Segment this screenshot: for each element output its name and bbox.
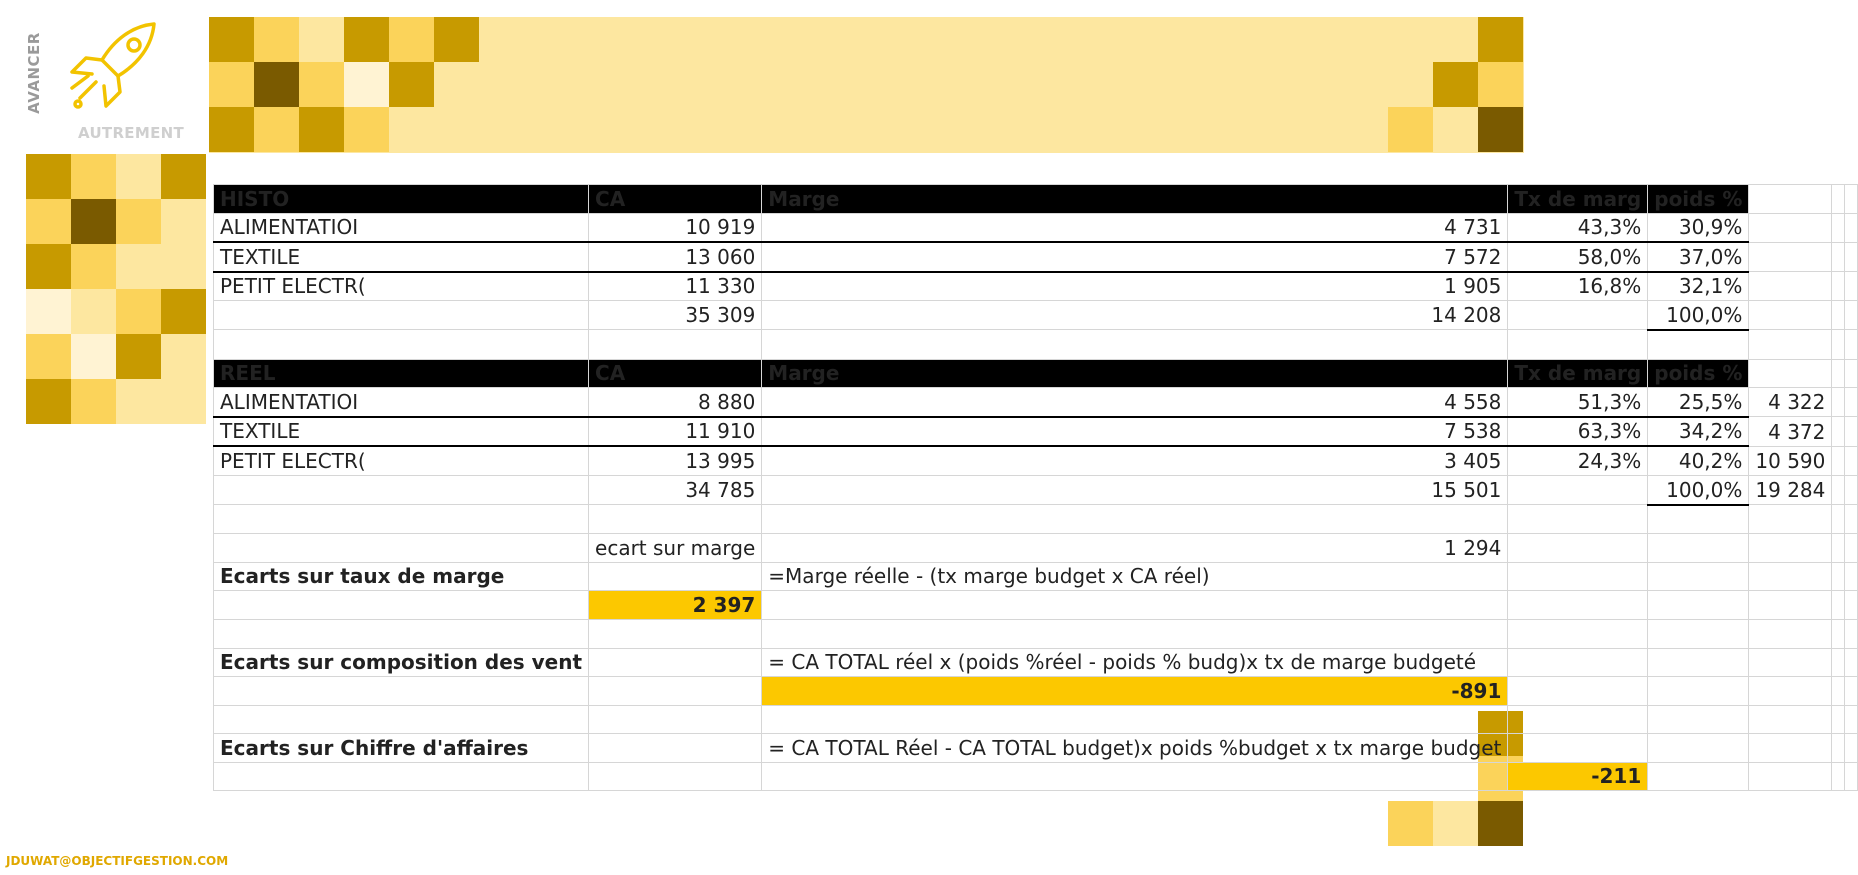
deco-square: [1478, 801, 1523, 846]
cell: [1749, 213, 1832, 242]
cell: 19 284: [1749, 475, 1832, 504]
cell: [1749, 242, 1832, 272]
cell: 4 372: [1749, 417, 1832, 447]
header-cell: CA: [589, 359, 762, 388]
cell: 4 558: [762, 388, 1508, 417]
histo-total-row: [214, 301, 1858, 330]
deco-square: [71, 334, 116, 379]
cell: [214, 301, 589, 330]
deco-square: [26, 289, 71, 334]
deco-square: [71, 154, 116, 199]
cell: 10 919: [589, 213, 762, 242]
cell: 30,9%: [1648, 213, 1749, 242]
cell: 7 572: [762, 242, 1508, 272]
deco-square: [161, 334, 206, 379]
header-cell: Tx de marg: [1508, 359, 1648, 388]
deco-square: [389, 17, 434, 62]
cell: 11 330: [589, 272, 762, 301]
deco-square: [1478, 17, 1523, 62]
deco-square: [299, 62, 344, 107]
spreadsheet-table: [213, 184, 1858, 791]
cell: 100,0%: [1648, 475, 1749, 504]
cell: 7 538: [762, 417, 1508, 447]
cell: 34,2%: [1648, 417, 1749, 447]
composition-value: -891: [762, 677, 1508, 706]
chiffre-formula: = CA TOTAL Réel - CA TOTAL budget)x poids %budget x tx marge budget: [762, 734, 1508, 763]
deco-square: [1388, 801, 1433, 846]
taux-value: 2 397: [589, 591, 762, 620]
cell: 58,0%: [1508, 242, 1648, 272]
logo-word-horizontal: AUTREMENT: [78, 124, 185, 142]
cell: 4 322: [1749, 388, 1832, 417]
deco-square: [26, 379, 71, 424]
cell: 24,3%: [1508, 446, 1648, 475]
deco-square: [254, 17, 299, 62]
deco-square: [1433, 62, 1478, 107]
cell: 11 910: [589, 417, 762, 447]
empty-row: [214, 619, 1858, 648]
deco-square: [254, 62, 299, 107]
deco-square: [71, 379, 116, 424]
header-cell: Tx de marg: [1508, 185, 1648, 214]
deco-square: [209, 62, 254, 107]
ecart-marge-value: 1 294: [762, 534, 1508, 563]
cell: [1832, 185, 1845, 214]
deco-square: [1478, 62, 1523, 107]
empty-row: [214, 705, 1858, 734]
cell: [1845, 359, 1858, 388]
header-cell: Marge: [762, 185, 1508, 214]
cell: 3 405: [762, 446, 1508, 475]
deco-square: [209, 107, 254, 152]
chiffre-title: Ecarts sur Chiffre d'affaires: [214, 734, 589, 763]
deco-square: [1478, 107, 1523, 152]
composition-formula: = CA TOTAL réel x (poids %réel - poids % budg)x tx de marge budgeté: [762, 648, 1508, 677]
cell: PETIT ELECTR(: [214, 446, 589, 475]
deco-square: [254, 107, 299, 152]
cell: [1832, 272, 1845, 301]
header-cell: CA: [589, 185, 762, 214]
cell: [1508, 301, 1648, 330]
cell: 16,8%: [1508, 272, 1648, 301]
deco-square: [161, 199, 206, 244]
cell: [1749, 359, 1832, 388]
chiffre-value-row: [214, 762, 1858, 791]
table-row: [214, 446, 1858, 475]
deco-square: [116, 379, 161, 424]
deco-square: [26, 154, 71, 199]
histo-header-row: [214, 185, 1858, 214]
cell: 15 501: [762, 475, 1508, 504]
cell: TEXTILE: [214, 417, 589, 447]
header-cell: Marge: [762, 359, 1508, 388]
cell: ALIMENTATIOI: [214, 213, 589, 242]
cell: 8 880: [589, 388, 762, 417]
deco-square: [116, 199, 161, 244]
deco-square: [344, 62, 389, 107]
taux-formula: =Marge réelle - (tx marge budget x CA réel): [762, 562, 1508, 591]
cell: 37,0%: [1648, 242, 1749, 272]
header-cell: poids %: [1648, 359, 1749, 388]
taux-title: Ecarts sur taux de marge: [214, 562, 589, 591]
cell: [1749, 301, 1832, 330]
cell: 51,3%: [1508, 388, 1648, 417]
cell: 13 060: [589, 242, 762, 272]
cell: [1845, 272, 1858, 301]
cell: ALIMENTATIOI: [214, 388, 589, 417]
reel-header-row: [214, 359, 1858, 388]
cell: [1832, 446, 1845, 475]
header-cell: poids %: [1648, 185, 1749, 214]
table-row: [214, 388, 1858, 417]
deco-square: [26, 199, 71, 244]
cell: [1845, 242, 1858, 272]
rocket-icon: [58, 18, 168, 118]
composition-title-row: [214, 648, 1858, 677]
empty-row: [214, 330, 1858, 359]
deco-square: [26, 334, 71, 379]
deco-square: [116, 334, 161, 379]
deco-square: [209, 17, 254, 62]
deco-square: [116, 289, 161, 334]
table-row: [214, 272, 1858, 301]
footer-email: JDUWAT@OBJECTIFGESTION.COM: [6, 854, 229, 868]
cell: 25,5%: [1648, 388, 1749, 417]
composition-title: Ecarts sur composition des vent: [214, 648, 589, 677]
deco-square: [1433, 801, 1478, 846]
cell: [1845, 301, 1858, 330]
chiffre-title-row: [214, 734, 1858, 763]
cell: [214, 475, 589, 504]
cell: [1845, 388, 1858, 417]
deco-square: [161, 154, 206, 199]
cell: 34 785: [589, 475, 762, 504]
cell: [1749, 185, 1832, 214]
deco-square: [161, 379, 206, 424]
cell: PETIT ELECTR(: [214, 272, 589, 301]
cell: [1749, 272, 1832, 301]
deco-square: [116, 244, 161, 289]
logo-word-vertical: AVANCER: [25, 32, 43, 114]
deco-square: [71, 244, 116, 289]
cell: 40,2%: [1648, 446, 1749, 475]
cell: [1845, 185, 1858, 214]
cell: 4 731: [762, 213, 1508, 242]
cell: [1832, 475, 1845, 504]
cell: 100,0%: [1648, 301, 1749, 330]
deco-square: [1388, 107, 1433, 152]
deco-square: [26, 244, 71, 289]
deco-square: [344, 107, 389, 152]
cell: [1845, 213, 1858, 242]
cell: [1832, 242, 1845, 272]
table-row: [214, 242, 1858, 272]
cell: [1832, 301, 1845, 330]
taux-value-row: [214, 591, 1858, 620]
chiffre-value: -211: [1508, 762, 1648, 791]
cell: 43,3%: [1508, 213, 1648, 242]
deco-square: [116, 154, 161, 199]
deco-square: [434, 17, 479, 62]
deco-square: [389, 62, 434, 107]
cell: [1845, 417, 1858, 447]
ecart-marge-row: [214, 534, 1858, 563]
cell: 63,3%: [1508, 417, 1648, 447]
deco-square: [344, 17, 389, 62]
cell: 14 208: [762, 301, 1508, 330]
cell: TEXTILE: [214, 242, 589, 272]
table-row: [214, 213, 1858, 242]
cell: 35 309: [589, 301, 762, 330]
deco-square: [299, 107, 344, 152]
header-cell: HISTO: [214, 185, 589, 214]
ecart-marge-label: ecart sur marge: [589, 534, 762, 563]
deco-square: [299, 17, 344, 62]
deco-square: [71, 199, 116, 244]
composition-value-row: [214, 677, 1858, 706]
taux-title-row: [214, 562, 1858, 591]
empty-row: [214, 505, 1858, 534]
table-row: [214, 417, 1858, 447]
cell: [1832, 213, 1845, 242]
header-cell: REEL: [214, 359, 589, 388]
cell: 32,1%: [1648, 272, 1749, 301]
deco-square: [71, 289, 116, 334]
cell: [1832, 359, 1845, 388]
cell: 1 905: [762, 272, 1508, 301]
deco-square: [1433, 107, 1478, 152]
reel-total-row: [214, 475, 1858, 504]
cell: [1845, 475, 1858, 504]
deco-square: [161, 289, 206, 334]
cell: [1832, 388, 1845, 417]
cell: [1845, 446, 1858, 475]
deco-square: [161, 244, 206, 289]
cell: 10 590: [1749, 446, 1832, 475]
cell: [1508, 475, 1648, 504]
cell: [1832, 417, 1845, 447]
cell: 13 995: [589, 446, 762, 475]
